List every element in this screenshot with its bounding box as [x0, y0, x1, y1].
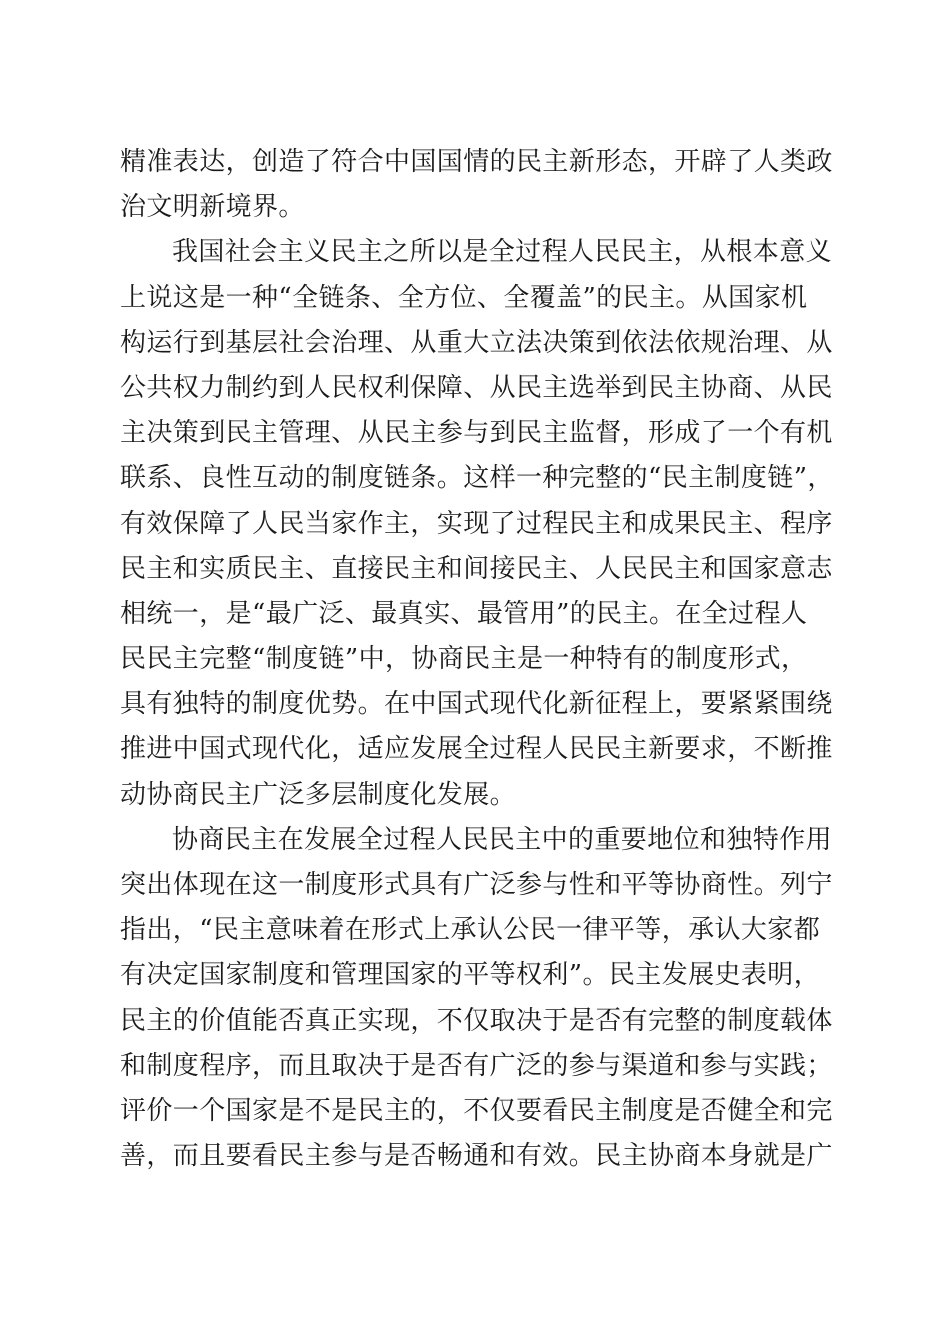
- text-line: 主决策到民主管理、从民主参与到民主监督，形成了一个有机: [120, 418, 833, 449]
- text-line: 公共权力制约到人民权利保障、从民主选举到民主协商、从民: [120, 372, 833, 403]
- text-line: 具有独特的制度优势。在中国式现代化新征程上，要紧紧围绕: [120, 689, 833, 720]
- text-line: 动协商民主广泛多层制度化发展。: [120, 779, 517, 810]
- text-line: 民民主完整“制度链”中，协商民主是一种特有的制度形式，: [120, 644, 808, 675]
- text-line: 构运行到基层社会治理、从重大立法决策到依法依规治理、从: [120, 327, 833, 358]
- text-line: 民主和实质民主、直接民主和间接民主、人民民主和国家意志: [120, 553, 833, 584]
- text-line: 上说这是一种“全链条、全方位、全覆盖”的民主。从国家机: [120, 282, 808, 313]
- text-line: 和制度程序，而且取决于是否有广泛的参与渠道和参与实践；: [120, 1050, 833, 1081]
- body-text: [120, 140, 832, 1179]
- text-line: 精准表达，创造了符合中国国情的民主新形态，开辟了人类政: [120, 147, 833, 177]
- text-line: 指出，“民主意味着在形式上承认公民一律平等，承认大家都: [120, 915, 821, 946]
- text-line: 突出体现在这一制度形式具有广泛参与性和平等协商性。列宁: [120, 870, 833, 900]
- text-line: 治文明新境界。: [120, 192, 305, 223]
- paragraph-first-line: 协商民主在发展全过程人民民主中的重要地位和独特作用: [172, 824, 833, 855]
- text-line: 联系、良性互动的制度链条。这样一种完整的“民主制度链”，: [120, 463, 834, 494]
- text-line: 善，而且要看民主参与是否畅通和有效。民主协商本身就是广: [120, 1141, 833, 1172]
- text-line: 评价一个国家是不是民主的，不仅要看民主制度是否健全和完: [120, 1095, 833, 1126]
- paragraph-first-line: 我国社会主义民主之所以是全过程人民民主，从根本意义: [172, 237, 833, 268]
- text-line: 相统一，是“最广泛、最真实、最管用”的民主。在全过程人: [120, 598, 808, 629]
- text-line: 民主的价值能否真正实现，不仅取决于是否有完整的制度载体: [120, 1005, 833, 1036]
- text-line: 推进中国式现代化，适应发展全过程人民民主新要求，不断推: [120, 734, 833, 765]
- text-line: 有决定国家制度和管理国家的平等权利”。民主发展史表明，: [120, 960, 821, 991]
- text-line: 有效保障了人民当家作主，实现了过程民主和成果民主、程序: [120, 508, 833, 539]
